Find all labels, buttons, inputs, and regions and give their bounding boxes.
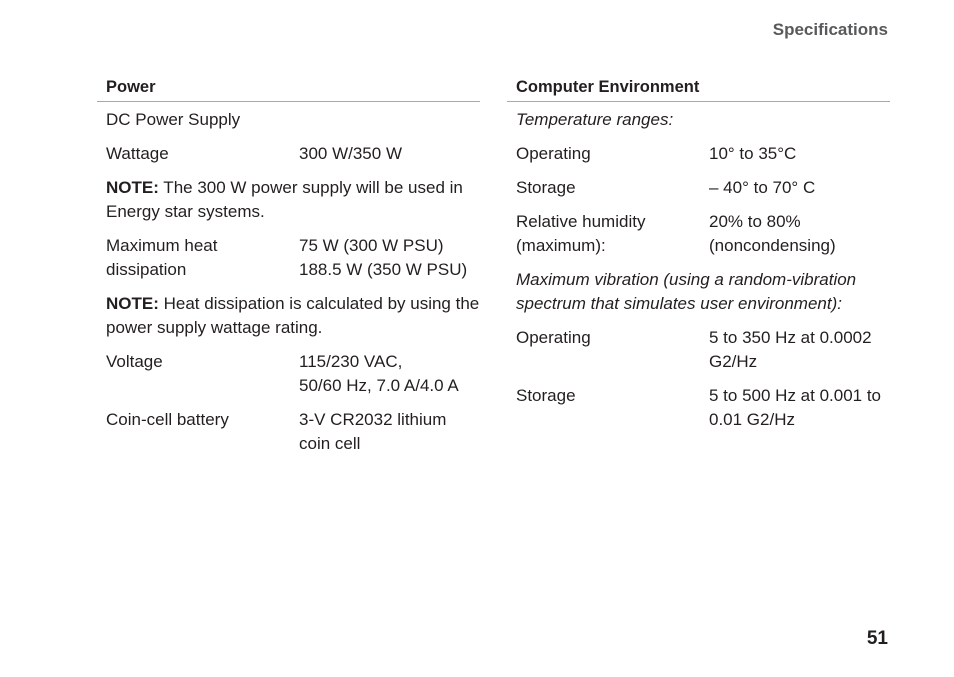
vib-storage-value-line1: 5 to 500 Hz at 0.001 to	[709, 386, 882, 405]
heat-value-line1: 75 W (300 W PSU)	[299, 236, 444, 255]
vib-operating-value	[709, 326, 890, 374]
environment-heading: Computer Environment	[507, 75, 890, 102]
wattage-label: Wattage	[106, 144, 169, 163]
battery-value	[299, 408, 480, 456]
heat-dissipation-label	[106, 234, 299, 282]
wattage-row	[97, 142, 480, 166]
voltage-value-line2: 50/60 Hz, 7.0 A/4.0 A	[299, 376, 459, 395]
humidity-label	[516, 210, 709, 258]
voltage-row	[97, 350, 480, 398]
note-heat-dissipation	[97, 292, 480, 340]
environment-section	[507, 75, 890, 432]
temp-storage-value: – 40° to 70° C	[709, 178, 816, 197]
running-head: Specifications	[772, 20, 888, 39]
voltage-value	[299, 350, 480, 398]
page-number: 51	[866, 628, 888, 649]
humidity-label-line1: Relative humidity	[516, 212, 646, 231]
heat-label-line2: dissipation	[106, 260, 187, 279]
note-text: Heat dissipation is calculated by using the power supply wattage rating.	[106, 294, 480, 337]
temp-storage-label: Storage	[516, 178, 576, 197]
battery-value-line1: 3-V CR2032 lithium	[299, 410, 447, 429]
note-prefix: NOTE:	[106, 178, 159, 197]
battery-row	[97, 408, 480, 456]
temp-operating-row	[507, 142, 890, 166]
note-prefix: NOTE:	[106, 294, 159, 313]
note-energy-star	[97, 176, 480, 224]
vib-operating-row	[507, 326, 890, 374]
dc-power-supply-label: DC Power Supply	[106, 110, 241, 129]
temp-operating-value: 10° to 35°C	[709, 144, 797, 163]
vib-storage-value-line2: 0.01 G2/Hz	[709, 410, 795, 429]
vib-operating-label: Operating	[516, 328, 591, 347]
wattage-value: 300 W/350 W	[299, 144, 402, 163]
humidity-value-line2: (noncondensing)	[709, 236, 836, 255]
heat-label-line1: Maximum heat	[106, 236, 218, 255]
vib-storage-value	[709, 384, 890, 432]
temp-operating-label: Operating	[516, 144, 591, 163]
vib-storage-row	[507, 384, 890, 432]
heat-dissipation-value	[299, 234, 480, 282]
vib-storage-label: Storage	[516, 386, 576, 405]
power-heading: Power	[97, 75, 480, 102]
battery-value-line2: coin cell	[299, 434, 361, 453]
vibration-heading: Maximum vibration (using a random-vibration spectrum that simulates user environment):	[516, 270, 857, 313]
power-section	[97, 75, 480, 456]
heat-value-line2: 188.5 W (350 W PSU)	[299, 260, 468, 279]
temperature-heading: Temperature ranges:	[516, 110, 674, 129]
humidity-row	[507, 210, 890, 258]
humidity-value	[709, 210, 890, 258]
vib-operating-value-line1: 5 to 350 Hz at 0.0002	[709, 328, 872, 347]
voltage-value-line1: 115/230 VAC,	[299, 352, 403, 371]
humidity-value-line1: 20% to 80%	[709, 212, 801, 231]
heat-dissipation-row	[97, 234, 480, 282]
temp-storage-row	[507, 176, 890, 200]
humidity-label-line2: (maximum):	[516, 236, 606, 255]
note-text: The 300 W power supply will be used in Energy star systems.	[106, 178, 463, 221]
battery-label: Coin-cell battery	[106, 410, 229, 429]
voltage-label: Voltage	[106, 352, 163, 371]
vib-operating-value-line2: G2/Hz	[709, 352, 758, 371]
